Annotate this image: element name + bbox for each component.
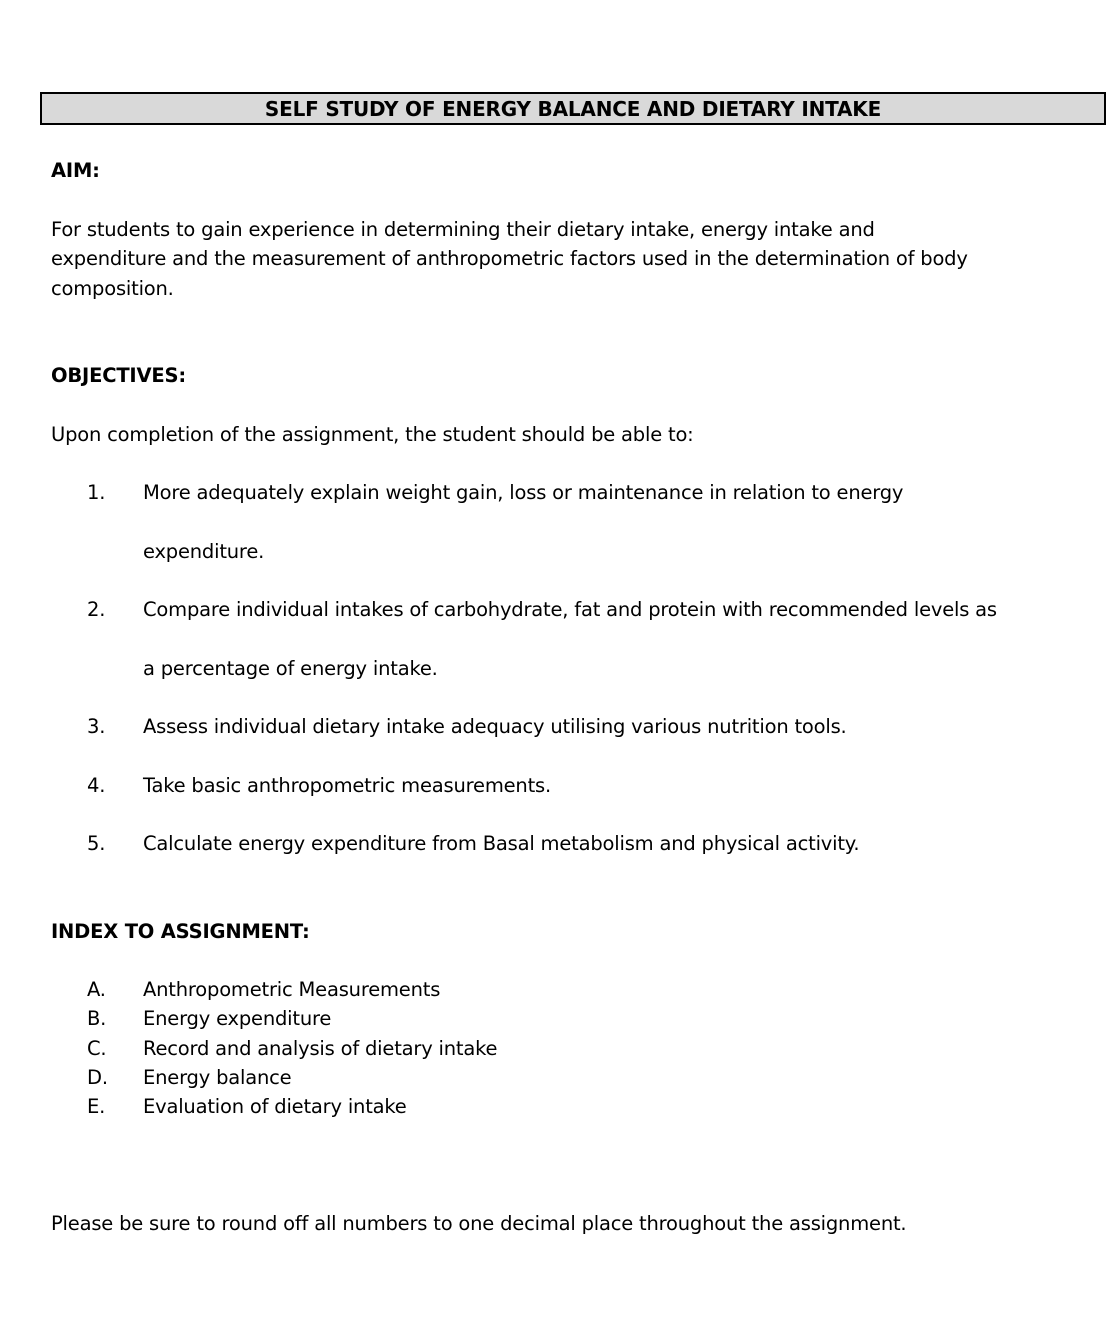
objective-number: 5. <box>87 832 106 855</box>
objective-text: a percentage of energy intake. <box>143 657 438 680</box>
index-letter: E. <box>87 1095 106 1118</box>
index-letter: D. <box>87 1066 108 1089</box>
aim-text-line: expenditure and the measurement of anthropometric factors used in the determination of body <box>51 247 968 270</box>
objective-text: Assess individual dietary intake adequacy utilising various nutrition tools. <box>143 715 847 738</box>
document-title: SELF STUDY OF ENERGY BALANCE AND DIETARY INTAKE <box>40 92 1106 125</box>
index-heading: INDEX TO ASSIGNMENT: <box>51 920 310 943</box>
aim-text-line: For students to gain experience in determining their dietary intake, energy intake and <box>51 218 875 241</box>
objectives-heading: OBJECTIVES: <box>51 364 186 387</box>
index-item: Anthropometric Measurements <box>143 978 441 1001</box>
index-letter: A. <box>87 978 106 1001</box>
objective-text: Calculate energy expenditure from Basal metabolism and physical activity. <box>143 832 860 855</box>
objective-text: Compare individual intakes of carbohydrate, fat and protein with recommended levels as <box>143 598 997 621</box>
index-item: Energy balance <box>143 1066 292 1089</box>
index-letter: C. <box>87 1037 107 1060</box>
objective-number: 1. <box>87 481 106 504</box>
index-item: Energy expenditure <box>143 1007 332 1030</box>
objective-text: Take basic anthropometric measurements. <box>143 774 551 797</box>
index-letter: B. <box>87 1007 107 1030</box>
objective-number: 4. <box>87 774 106 797</box>
objective-number: 3. <box>87 715 106 738</box>
index-item: Evaluation of dietary intake <box>143 1095 407 1118</box>
objective-text: expenditure. <box>143 540 265 563</box>
aim-text-line: composition. <box>51 277 174 300</box>
rounding-note: Please be sure to round off all numbers to one decimal place throughout the assignment. <box>51 1212 907 1235</box>
objective-number: 2. <box>87 598 106 621</box>
index-item: Record and analysis of dietary intake <box>143 1037 498 1060</box>
objective-text: More adequately explain weight gain, loss or maintenance in relation to energy <box>143 481 904 504</box>
aim-heading: AIM: <box>51 159 100 182</box>
objectives-intro: Upon completion of the assignment, the student should be able to: <box>51 423 694 446</box>
